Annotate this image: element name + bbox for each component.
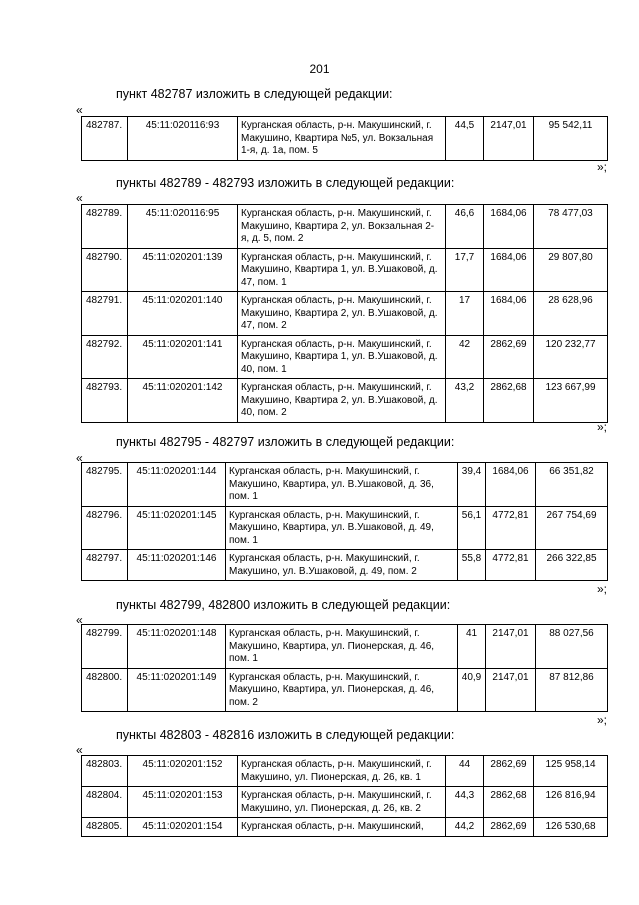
close-quote: »; xyxy=(596,160,607,174)
price: 1684,06 xyxy=(484,205,534,249)
area: 44,5 xyxy=(446,117,484,161)
address: Курганская область, р-н. Макушинский, г. Макушино, Квартира, ул. Пионерская, д. 46, пом. 2 xyxy=(226,668,458,712)
total: 120 232,77 xyxy=(534,335,608,379)
price: 2147,01 xyxy=(486,625,536,669)
section-title: пункт 482787 изложить в следующей редакции: xyxy=(116,87,393,101)
open-quote: « xyxy=(76,191,83,205)
table-row xyxy=(82,463,608,507)
total: 267 754,69 xyxy=(536,506,608,550)
address: Курганская область, р-н. Макушинский, г. Макушино, Квартира, ул. Пионерская, д. 46, пом. 1 xyxy=(226,625,458,669)
price: 2862,68 xyxy=(484,787,534,818)
property-table xyxy=(81,755,608,837)
row-number: 482797. xyxy=(82,550,128,581)
cadastral-number: 45:11:020201:145 xyxy=(128,506,226,550)
cadastral-number: 45:11:020116:95 xyxy=(128,205,238,249)
section-title: пункты 482803 - 482816 изложить в следующей редакции: xyxy=(116,728,455,742)
section-title: пункты 482795 - 482797 изложить в следующей редакции: xyxy=(116,435,455,449)
area: 17 xyxy=(446,292,484,336)
table-row xyxy=(82,550,608,581)
cadastral-number: 45:11:020201:140 xyxy=(128,292,238,336)
cadastral-number: 45:11:020201:153 xyxy=(128,787,238,818)
area: 43,2 xyxy=(446,379,484,423)
row-number: 482787. xyxy=(82,117,128,161)
open-quote: « xyxy=(76,743,83,757)
address: Курганская область, р-н. Макушинский, г. Макушино, Квартира 2, ул. В.Ушаковой, д. 47, пом. 2 xyxy=(238,292,446,336)
total: 66 351,82 xyxy=(536,463,608,507)
section-title: пункты 482789 - 482793 изложить в следующей редакции: xyxy=(116,176,455,190)
address: Курганская область, р-н. Макушинский, г. Макушино, Квартира, ул. В.Ушаковой, д. 49, пом. 1 xyxy=(226,506,458,550)
price: 1684,06 xyxy=(486,463,536,507)
total: 95 542,11 xyxy=(534,117,608,161)
table-row xyxy=(82,506,608,550)
area: 44 xyxy=(446,756,484,787)
total: 123 667,99 xyxy=(534,379,608,423)
row-number: 482790. xyxy=(82,248,128,292)
address: Курганская область, р-н. Макушинский, г. Макушино, Квартира 1, ул. В.Ушаковой, д. 40, пом. 1 xyxy=(238,335,446,379)
price: 1684,06 xyxy=(484,292,534,336)
address: Курганская область, р-н. Макушинский, г. Макушино, ул. Пионерская, д. 26, кв. 1 xyxy=(238,756,446,787)
area: 39,4 xyxy=(458,463,486,507)
total: 28 628,96 xyxy=(534,292,608,336)
table-row xyxy=(82,756,608,787)
row-number: 482800. xyxy=(82,668,128,712)
property-table xyxy=(81,204,608,423)
table-row xyxy=(82,248,608,292)
page-number: 201 xyxy=(309,62,330,76)
price: 2862,69 xyxy=(484,818,534,837)
row-number: 482796. xyxy=(82,506,128,550)
row-number: 482791. xyxy=(82,292,128,336)
area: 17,7 xyxy=(446,248,484,292)
cadastral-number: 45:11:020201:149 xyxy=(128,668,226,712)
price: 4772,81 xyxy=(486,506,536,550)
table-row xyxy=(82,335,608,379)
cadastral-number: 45:11:020201:152 xyxy=(128,756,238,787)
property-table xyxy=(81,624,608,712)
price: 2147,01 xyxy=(486,668,536,712)
property-table xyxy=(81,116,608,161)
total: 266 322,85 xyxy=(536,550,608,581)
row-number: 482804. xyxy=(82,787,128,818)
cadastral-number: 45:11:020201:142 xyxy=(128,379,238,423)
row-number: 482803. xyxy=(82,756,128,787)
table-row xyxy=(82,379,608,423)
address: Курганская область, р-н. Макушинский, г. Макушино, Квартира, ул. В.Ушаковой, д. 36, пом. 1 xyxy=(226,463,458,507)
table-row xyxy=(82,787,608,818)
open-quote: « xyxy=(76,103,83,117)
cadastral-number: 45:11:020201:146 xyxy=(128,550,226,581)
address: Курганская область, р-н. Макушинский, г. Макушино, ул. Пионерская, д. 26, кв. 2 xyxy=(238,787,446,818)
total: 29 807,80 xyxy=(534,248,608,292)
address: Курганская область, р-н. Макушинский, г. Макушино, Квартира 1, ул. В.Ушаковой, д. 47, пом. 1 xyxy=(238,248,446,292)
section-title: пункты 482799, 482800 изложить в следующей редакции: xyxy=(116,598,451,612)
price: 4772,81 xyxy=(486,550,536,581)
table-row xyxy=(82,625,608,669)
row-number: 482805. xyxy=(82,818,128,837)
total: 126 816,94 xyxy=(534,787,608,818)
table-row xyxy=(82,668,608,712)
area: 55,8 xyxy=(458,550,486,581)
address: Курганская область, р-н. Макушинский, г. Макушино, Квартира №5, ул. Вокзальная 1-я, д. 1а, пом. 5 xyxy=(238,117,446,161)
table-row xyxy=(82,292,608,336)
price: 2862,69 xyxy=(484,756,534,787)
address: Курганская область, р-н. Макушинский, xyxy=(238,818,446,837)
row-number: 482795. xyxy=(82,463,128,507)
total: 125 958,14 xyxy=(534,756,608,787)
area: 41 xyxy=(458,625,486,669)
cadastral-number: 45:11:020201:139 xyxy=(128,248,238,292)
total: 78 477,03 xyxy=(534,205,608,249)
area: 44,3 xyxy=(446,787,484,818)
cadastral-number: 45:11:020116:93 xyxy=(128,117,238,161)
total: 87 812,86 xyxy=(536,668,608,712)
row-number: 482799. xyxy=(82,625,128,669)
area: 46,6 xyxy=(446,205,484,249)
address: Курганская область, р-н. Макушинский, г. Макушино, ул. В.Ушаковой, д. 49, пом. 2 xyxy=(226,550,458,581)
property-table xyxy=(81,462,608,581)
cadastral-number: 45:11:020201:141 xyxy=(128,335,238,379)
area: 42 xyxy=(446,335,484,379)
open-quote: « xyxy=(76,451,83,465)
address: Курганская область, р-н. Макушинский, г. Макушино, Квартира 2, ул. Вокзальная 2-я, д. 5, пом. 2 xyxy=(238,205,446,249)
row-number: 482793. xyxy=(82,379,128,423)
price: 2862,68 xyxy=(484,379,534,423)
row-number: 482789. xyxy=(82,205,128,249)
cadastral-number: 45:11:020201:154 xyxy=(128,818,238,837)
table-row xyxy=(82,818,608,837)
cadastral-number: 45:11:020201:148 xyxy=(128,625,226,669)
row-number: 482792. xyxy=(82,335,128,379)
table-row xyxy=(82,205,608,249)
total: 126 530,68 xyxy=(534,818,608,837)
price: 2147,01 xyxy=(484,117,534,161)
table-row xyxy=(82,117,608,161)
close-quote: »; xyxy=(596,582,607,596)
area: 56,1 xyxy=(458,506,486,550)
area: 44,2 xyxy=(446,818,484,837)
open-quote: « xyxy=(76,613,83,627)
price: 2862,69 xyxy=(484,335,534,379)
price: 1684,06 xyxy=(484,248,534,292)
total: 88 027,56 xyxy=(536,625,608,669)
close-quote: »; xyxy=(596,420,607,434)
close-quote: »; xyxy=(596,713,607,727)
area: 40,9 xyxy=(458,668,486,712)
address: Курганская область, р-н. Макушинский, г. Макушино, Квартира 2, ул. В.Ушаковой, д. 40, пом. 2 xyxy=(238,379,446,423)
cadastral-number: 45:11:020201:144 xyxy=(128,463,226,507)
